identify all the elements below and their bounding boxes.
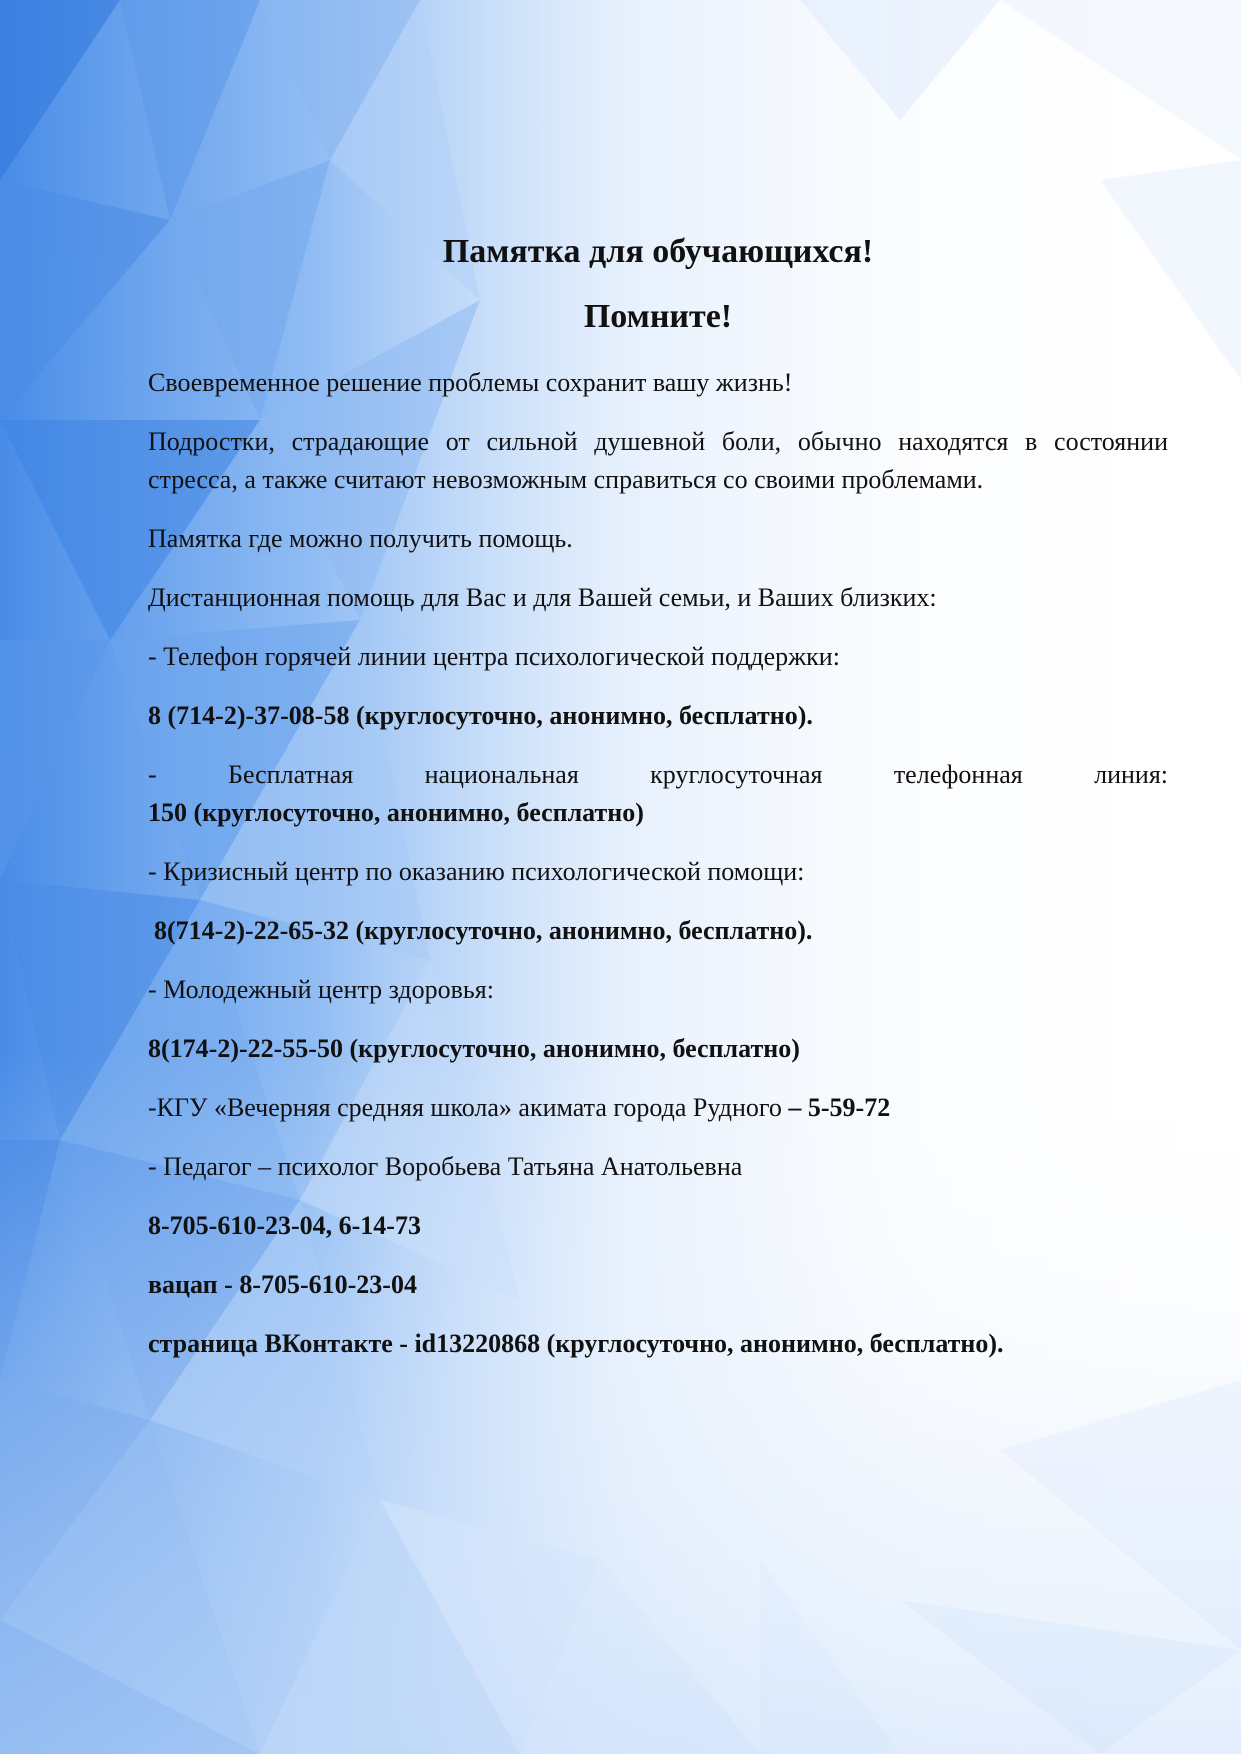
national-line-label: - Бесплатная национальная круглосуточная телефонная линия:	[148, 759, 1168, 789]
school-line-number: – 5-59-72	[788, 1092, 891, 1122]
page-subtitle: Помните!	[583, 297, 733, 335]
page-title: Памятка для обучающихся!	[442, 233, 874, 270]
school-line-text: -КГУ «Вечерняя средняя школа» акимата города Рудного	[148, 1092, 789, 1122]
help-heading: Памятка где можно получить помощь.	[148, 523, 573, 553]
whatsapp-number: вацап - 8-705-610-23-04	[148, 1269, 417, 1299]
crisis-center-label: - Кризисный центр по оказанию психологической помощи:	[148, 856, 805, 886]
youth-center-number: 8(174-2)-22-55-50 (круглосуточно, анонимно, бесплатно)	[148, 1033, 800, 1063]
national-line-number: 150 (круглосуточно, анонимно, бесплатно)	[148, 797, 644, 827]
hotline-number: 8 (714-2)-37-08-58 (круглосуточно, анонимно, бесплатно).	[148, 700, 813, 730]
psychologist-phones: 8-705-610-23-04, 6-14-73	[148, 1210, 421, 1240]
school-line	[148, 1089, 1168, 1127]
vkontakte-page: страница ВКонтакте - id13220868 (круглосуточно, анонимно, бесплатно).	[148, 1328, 1004, 1358]
crisis-center-number: 8(714-2)-22-65-32 (круглосуточно, анонимно, бесплатно).	[154, 915, 813, 945]
youth-center-label: - Молодежный центр здоровья:	[148, 974, 494, 1004]
document-body	[148, 232, 1168, 1384]
intro-paragraph: Подростки, страдающие от сильной душевной боли, обычно находятся в состоянии стресса, а также считают невозможным справиться со своими проблемами.	[148, 426, 1168, 494]
hotline-label: - Телефон горячей линии центра психологической поддержки:	[148, 641, 840, 671]
remote-help-line: Дистанционная помощь для Вас и для Вашей семьи, и Ваших близких:	[148, 582, 937, 612]
intro-line: Своевременное решение проблемы сохранит вашу жизнь!	[148, 367, 793, 397]
psychologist-label: - Педагог – психолог Воробьева Татьяна Анатольевна	[148, 1151, 743, 1181]
national-line-block	[148, 756, 1168, 832]
